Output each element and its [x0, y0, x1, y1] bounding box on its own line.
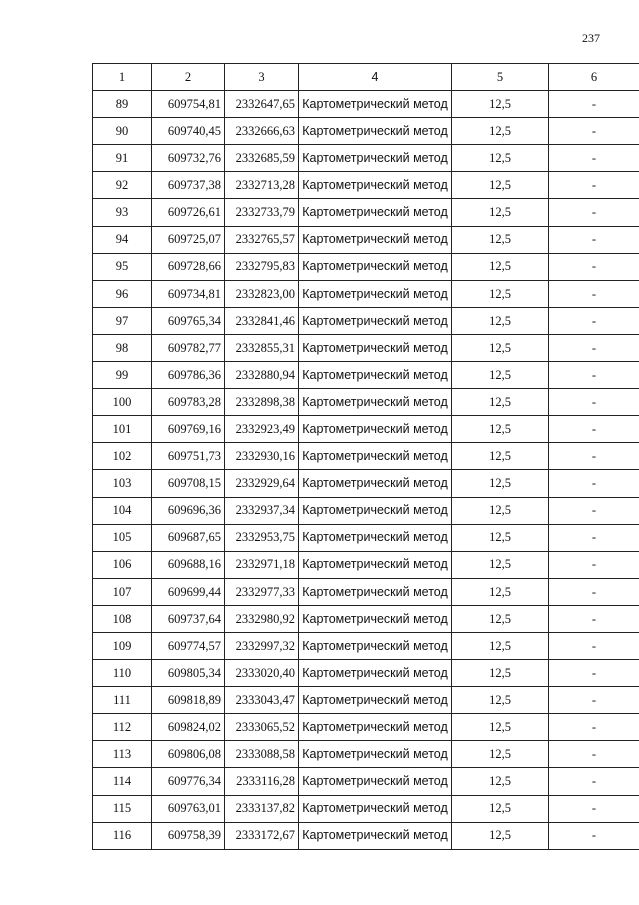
point-number-cell: 90: [93, 118, 152, 145]
point-number-cell: 92: [93, 172, 152, 199]
x-coordinate-cell: 609740,45: [152, 118, 225, 145]
note-cell: -: [549, 145, 639, 172]
x-coordinate-cell: 609708,15: [152, 470, 225, 497]
method-cell: Картометрический метод: [299, 578, 452, 605]
accuracy-cell: 12,5: [452, 822, 549, 849]
table-row: [93, 714, 639, 741]
x-coordinate-cell: 609726,61: [152, 199, 225, 226]
method-cell: Картометрический метод: [299, 741, 452, 768]
method-cell: Картометрический метод: [299, 768, 452, 795]
point-number-cell: 107: [93, 578, 152, 605]
note-cell: -: [549, 389, 639, 416]
table-row: [93, 768, 639, 795]
table-row: [93, 660, 639, 687]
x-coordinate-cell: 609774,57: [152, 632, 225, 659]
method-cell: Картометрический метод: [299, 470, 452, 497]
x-coordinate-cell: 609734,81: [152, 280, 225, 307]
y-coordinate-cell: 2332647,65: [225, 91, 299, 118]
table-body: [93, 91, 639, 850]
accuracy-cell: 12,5: [452, 389, 549, 416]
note-cell: -: [549, 118, 639, 145]
accuracy-cell: 12,5: [452, 578, 549, 605]
accuracy-cell: 12,5: [452, 226, 549, 253]
method-cell: Картометрический метод: [299, 389, 452, 416]
x-coordinate-cell: 609786,36: [152, 362, 225, 389]
note-cell: -: [549, 524, 639, 551]
point-number-cell: 99: [93, 362, 152, 389]
point-number-cell: 109: [93, 632, 152, 659]
table-row: [93, 416, 639, 443]
table-row: [93, 443, 639, 470]
table-row: [93, 497, 639, 524]
y-coordinate-cell: 2332823,00: [225, 280, 299, 307]
method-cell: Картометрический метод: [299, 632, 452, 659]
accuracy-cell: 12,5: [452, 660, 549, 687]
accuracy-cell: 12,5: [452, 253, 549, 280]
method-cell: Картометрический метод: [299, 118, 452, 145]
accuracy-cell: 12,5: [452, 768, 549, 795]
x-coordinate-cell: 609737,64: [152, 605, 225, 632]
y-coordinate-cell: 2332713,28: [225, 172, 299, 199]
table-row: [93, 687, 639, 714]
x-coordinate-cell: 609688,16: [152, 551, 225, 578]
note-cell: -: [549, 199, 639, 226]
x-coordinate-cell: 609765,34: [152, 307, 225, 334]
note-cell: -: [549, 172, 639, 199]
accuracy-cell: 12,5: [452, 524, 549, 551]
accuracy-cell: 12,5: [452, 280, 549, 307]
method-cell: Картометрический метод: [299, 660, 452, 687]
method-cell: Картометрический метод: [299, 199, 452, 226]
note-cell: -: [549, 714, 639, 741]
note-cell: -: [549, 307, 639, 334]
column-header-4: 4: [299, 64, 452, 91]
method-cell: Картометрический метод: [299, 253, 452, 280]
method-cell: Картометрический метод: [299, 307, 452, 334]
point-number-cell: 95: [93, 253, 152, 280]
point-number-cell: 97: [93, 307, 152, 334]
y-coordinate-cell: 2333088,58: [225, 741, 299, 768]
accuracy-cell: 12,5: [452, 714, 549, 741]
y-coordinate-cell: 2332937,34: [225, 497, 299, 524]
y-coordinate-cell: 2332880,94: [225, 362, 299, 389]
note-cell: -: [549, 660, 639, 687]
accuracy-cell: 12,5: [452, 334, 549, 361]
x-coordinate-cell: 609732,76: [152, 145, 225, 172]
x-coordinate-cell: 609725,07: [152, 226, 225, 253]
y-coordinate-cell: 2332765,57: [225, 226, 299, 253]
column-header-3: 3: [225, 64, 299, 91]
x-coordinate-cell: 609806,08: [152, 741, 225, 768]
x-coordinate-cell: 609805,34: [152, 660, 225, 687]
note-cell: -: [549, 362, 639, 389]
method-cell: Картометрический метод: [299, 497, 452, 524]
y-coordinate-cell: 2333020,40: [225, 660, 299, 687]
note-cell: -: [549, 470, 639, 497]
point-number-cell: 89: [93, 91, 152, 118]
table-row: [93, 605, 639, 632]
point-number-cell: 113: [93, 741, 152, 768]
y-coordinate-cell: 2332980,92: [225, 605, 299, 632]
x-coordinate-cell: 609687,65: [152, 524, 225, 551]
column-header-2: 2: [152, 64, 225, 91]
note-cell: -: [549, 280, 639, 307]
accuracy-cell: 12,5: [452, 172, 549, 199]
note-cell: -: [549, 443, 639, 470]
table-row: [93, 632, 639, 659]
accuracy-cell: 12,5: [452, 497, 549, 524]
point-number-cell: 104: [93, 497, 152, 524]
method-cell: Картометрический метод: [299, 524, 452, 551]
note-cell: -: [549, 768, 639, 795]
table-row: [93, 172, 639, 199]
note-cell: -: [549, 687, 639, 714]
note-cell: -: [549, 334, 639, 361]
y-coordinate-cell: 2332685,59: [225, 145, 299, 172]
y-coordinate-cell: 2332855,31: [225, 334, 299, 361]
x-coordinate-cell: 609783,28: [152, 389, 225, 416]
method-cell: Картометрический метод: [299, 687, 452, 714]
x-coordinate-cell: 609824,02: [152, 714, 225, 741]
column-header-1: 1: [93, 64, 152, 91]
table-row: [93, 551, 639, 578]
note-cell: -: [549, 91, 639, 118]
table-row: [93, 524, 639, 551]
y-coordinate-cell: 2332898,38: [225, 389, 299, 416]
x-coordinate-cell: 609776,34: [152, 768, 225, 795]
point-number-cell: 100: [93, 389, 152, 416]
accuracy-cell: 12,5: [452, 470, 549, 497]
method-cell: Картометрический метод: [299, 443, 452, 470]
method-cell: Картометрический метод: [299, 605, 452, 632]
point-number-cell: 112: [93, 714, 152, 741]
table-row: [93, 280, 639, 307]
table-row: [93, 470, 639, 497]
y-coordinate-cell: 2333116,28: [225, 768, 299, 795]
method-cell: Картометрический метод: [299, 822, 452, 849]
point-number-cell: 114: [93, 768, 152, 795]
accuracy-cell: 12,5: [452, 741, 549, 768]
method-cell: Картометрический метод: [299, 362, 452, 389]
point-number-cell: 94: [93, 226, 152, 253]
point-number-cell: 115: [93, 795, 152, 822]
table-row: [93, 334, 639, 361]
y-coordinate-cell: 2333137,82: [225, 795, 299, 822]
point-number-cell: 103: [93, 470, 152, 497]
point-number-cell: 106: [93, 551, 152, 578]
accuracy-cell: 12,5: [452, 118, 549, 145]
note-cell: -: [549, 632, 639, 659]
x-coordinate-cell: 609818,89: [152, 687, 225, 714]
x-coordinate-cell: 609737,38: [152, 172, 225, 199]
method-cell: Картометрический метод: [299, 334, 452, 361]
y-coordinate-cell: 2332795,83: [225, 253, 299, 280]
column-header-5: 5: [452, 64, 549, 91]
y-coordinate-cell: 2333065,52: [225, 714, 299, 741]
y-coordinate-cell: 2332923,49: [225, 416, 299, 443]
method-cell: Картометрический метод: [299, 416, 452, 443]
accuracy-cell: 12,5: [452, 307, 549, 334]
table-row: [93, 118, 639, 145]
point-number-cell: 111: [93, 687, 152, 714]
note-cell: -: [549, 578, 639, 605]
table-row: [93, 822, 639, 849]
x-coordinate-cell: 609782,77: [152, 334, 225, 361]
point-number-cell: 98: [93, 334, 152, 361]
y-coordinate-cell: 2332953,75: [225, 524, 299, 551]
table-row: [93, 362, 639, 389]
y-coordinate-cell: 2332666,63: [225, 118, 299, 145]
point-number-cell: 108: [93, 605, 152, 632]
x-coordinate-cell: 609751,73: [152, 443, 225, 470]
method-cell: Картометрический метод: [299, 714, 452, 741]
table-row: [93, 91, 639, 118]
note-cell: -: [549, 551, 639, 578]
table-row: [93, 226, 639, 253]
method-cell: Картометрический метод: [299, 551, 452, 578]
y-coordinate-cell: 2332930,16: [225, 443, 299, 470]
accuracy-cell: 12,5: [452, 416, 549, 443]
table-row: [93, 145, 639, 172]
note-cell: -: [549, 497, 639, 524]
point-number-cell: 110: [93, 660, 152, 687]
accuracy-cell: 12,5: [452, 145, 549, 172]
accuracy-cell: 12,5: [452, 605, 549, 632]
note-cell: -: [549, 416, 639, 443]
note-cell: -: [549, 253, 639, 280]
x-coordinate-cell: 609699,44: [152, 578, 225, 605]
y-coordinate-cell: 2332997,32: [225, 632, 299, 659]
accuracy-cell: 12,5: [452, 443, 549, 470]
y-coordinate-cell: 2332929,64: [225, 470, 299, 497]
table-row: [93, 795, 639, 822]
header-row: [93, 64, 639, 91]
method-cell: Картометрический метод: [299, 226, 452, 253]
method-cell: Картометрический метод: [299, 280, 452, 307]
table-row: [93, 307, 639, 334]
point-number-cell: 102: [93, 443, 152, 470]
point-number-cell: 101: [93, 416, 152, 443]
column-header-6: 6: [549, 64, 639, 91]
method-cell: Картометрический метод: [299, 145, 452, 172]
y-coordinate-cell: 2333043,47: [225, 687, 299, 714]
table-row: [93, 741, 639, 768]
table-row: [93, 253, 639, 280]
y-coordinate-cell: 2332841,46: [225, 307, 299, 334]
y-coordinate-cell: 2332977,33: [225, 578, 299, 605]
note-cell: -: [549, 226, 639, 253]
accuracy-cell: 12,5: [452, 795, 549, 822]
x-coordinate-cell: 609763,01: [152, 795, 225, 822]
point-number-cell: 93: [93, 199, 152, 226]
coordinates-table: [92, 63, 639, 850]
point-number-cell: 96: [93, 280, 152, 307]
accuracy-cell: 12,5: [452, 199, 549, 226]
note-cell: -: [549, 795, 639, 822]
point-number-cell: 105: [93, 524, 152, 551]
note-cell: -: [549, 822, 639, 849]
method-cell: Картометрический метод: [299, 172, 452, 199]
note-cell: -: [549, 605, 639, 632]
point-number-cell: 116: [93, 822, 152, 849]
accuracy-cell: 12,5: [452, 91, 549, 118]
x-coordinate-cell: 609758,39: [152, 822, 225, 849]
y-coordinate-cell: 2332971,18: [225, 551, 299, 578]
x-coordinate-cell: 609696,36: [152, 497, 225, 524]
method-cell: Картометрический метод: [299, 795, 452, 822]
accuracy-cell: 12,5: [452, 687, 549, 714]
accuracy-cell: 12,5: [452, 632, 549, 659]
table-row: [93, 389, 639, 416]
accuracy-cell: 12,5: [452, 551, 549, 578]
y-coordinate-cell: 2332733,79: [225, 199, 299, 226]
accuracy-cell: 12,5: [452, 362, 549, 389]
x-coordinate-cell: 609769,16: [152, 416, 225, 443]
table-row: [93, 199, 639, 226]
page-number: 237: [582, 31, 600, 45]
table-header: [93, 64, 639, 91]
table-row: [93, 578, 639, 605]
note-cell: -: [549, 741, 639, 768]
y-coordinate-cell: 2333172,67: [225, 822, 299, 849]
x-coordinate-cell: 609728,66: [152, 253, 225, 280]
point-number-cell: 91: [93, 145, 152, 172]
x-coordinate-cell: 609754,81: [152, 91, 225, 118]
method-cell: Картометрический метод: [299, 91, 452, 118]
